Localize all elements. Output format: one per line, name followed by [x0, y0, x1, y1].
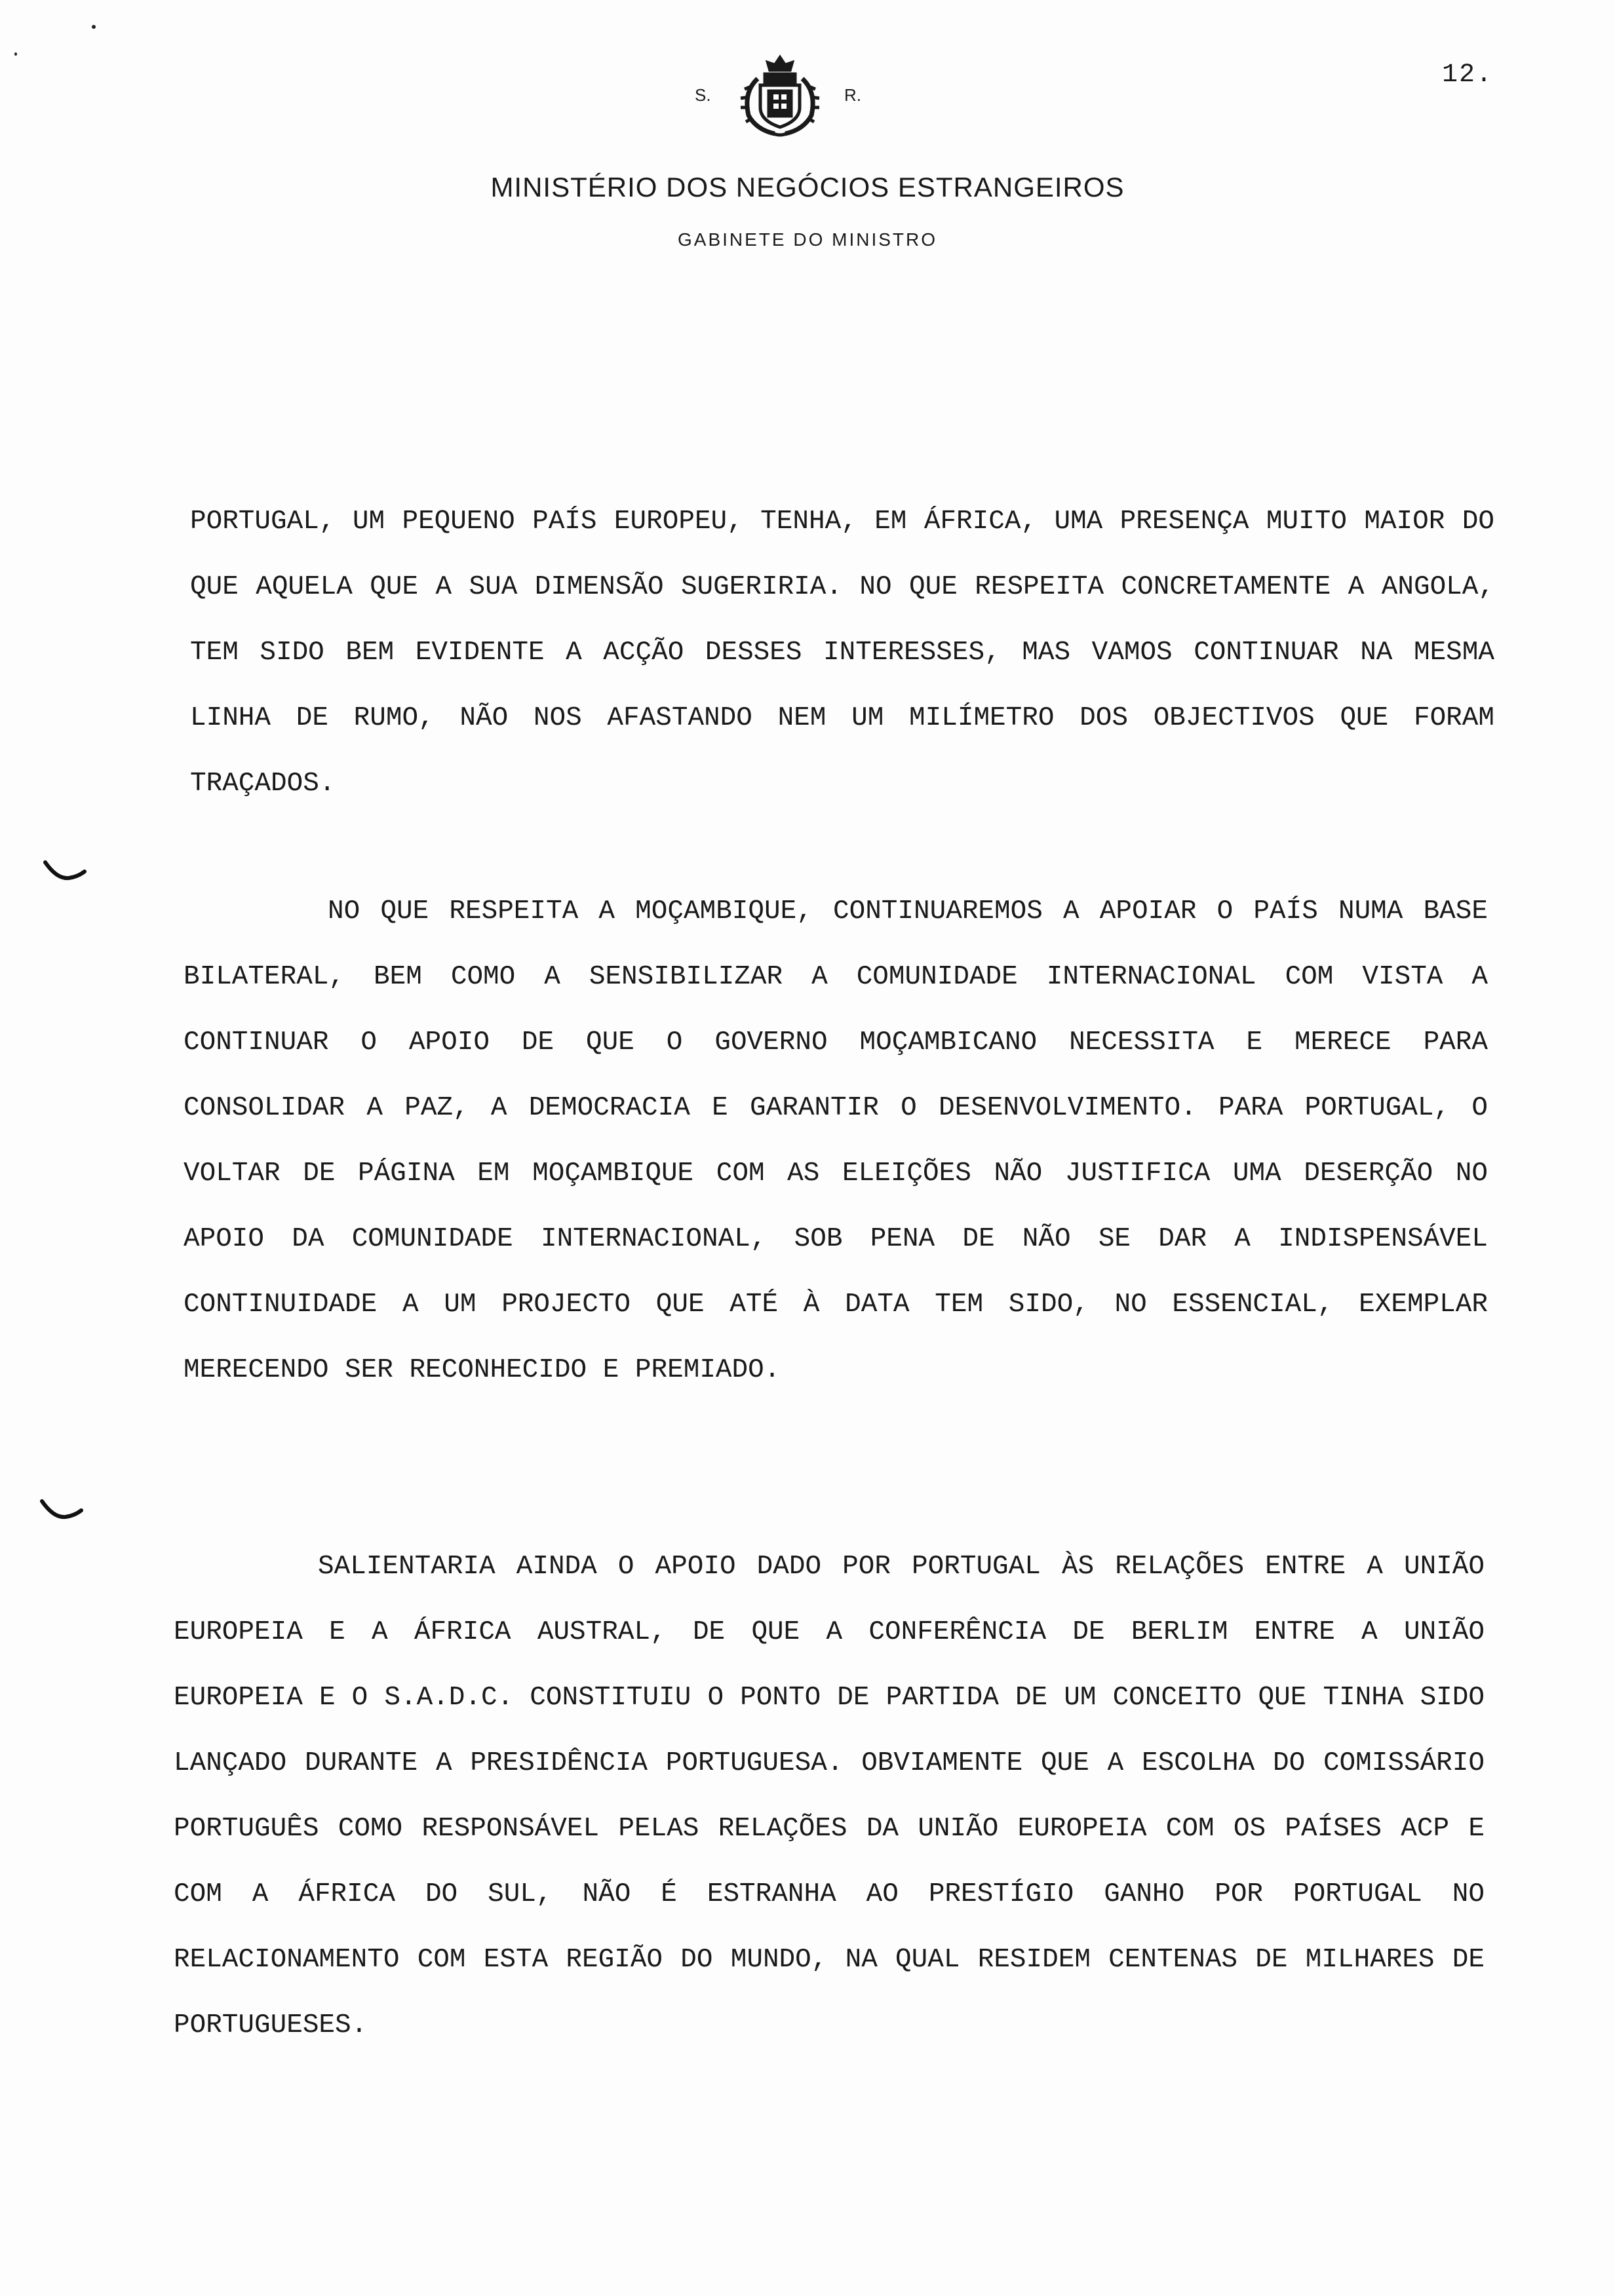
cabinet-subtitle: GABINETE DO MINISTRO [677, 229, 938, 250]
body-paragraph: PORTUGAL, UM PEQUENO PAÍS EUROPEU, TENHA, EM ÁFRICA, UMA PRESENÇA MUITO MAIOR DO QUE AQUELA QUE A SUA DIMENSÃO SUGERIRIA. NO QUE RESPEITA CONCRETAMENTE A ANGOLA, TEM SIDO BEM EVIDENTE A ACÇÃO DESSES INTERESSES, MAS VAMOS CONTINUAR NA MESMA LINHA DE RUMO, NÃO NOS AFASTANDO NEM UM MILÍMETRO DOS OBJECTIVOS QUE FORAM TRAÇADOS. [190, 507, 1494, 799]
body-paragraph: NO QUE RESPEITA A MOÇAMBIQUE, CONTINUAREMOS A APOIAR O PAÍS NUMA BASE BILATERAL, BEM COMO A SENSIBILIZAR A COMUNIDADE INTERNACIONAL COM VISTA A CONTINUAR O APOIO DE QUE O GOVERNO MOÇAMBICANO NECESSITA E MERECE PARA CONSOLIDAR A PAZ, A DEMOCRACIA E GARANTIR O DESENVOLVIMENTO. PARA PORTUGAL, O VOLTAR DE PÁGINA EM MOÇAMBIQUE COM AS ELEIÇÕES NÃO JUSTIFICA UMA DESERÇÃO NO APOIO DA COMUNIDADE INTERNACIONAL, SOB PENA DE NÃO SE DAR A INDISPENSÁVEL CONTINUIDADE A UM PROJECTO QUE ATÉ À DATA TEM SIDO, NO ESSENCIAL, EXEMPLAR MERECENDO SER RECONHECIDO E PREMIADO. [184, 896, 1488, 1385]
coat-of-arms-icon [734, 52, 826, 138]
ministry-title: MINISTÉRIO DOS NEGÓCIOS ESTRANGEIROS [490, 172, 1125, 202]
checkmark-icon [43, 858, 88, 885]
scan-speck [92, 25, 96, 29]
seal-right-letter: R. [844, 85, 861, 105]
page-number: 12. [1442, 60, 1494, 90]
letterhead-seal [688, 52, 885, 138]
body-paragraph: SALIENTARIA AINDA O APOIO DADO POR PORTUGAL ÀS RELAÇÕES ENTRE A UNIÃO EUROPEIA E A ÁFRICA AUSTRAL, DE QUE A CONFERÊNCIA DE BERLIM ENTRE A UNIÃO EUROPEIA E O S.A.D.C. CONSTITUIU O PONTO DE PARTIDA DE UM CONCEITO QUE TINHA SIDO LANÇADO DURANTE A PRESIDÊNCIA PORTUGUESA. OBVIAMENTE QUE A ESCOLHA DO COMISSÁRIO PORTUGUÊS COMO RESPONSÁVEL PELAS RELAÇÕES DA UNIÃO EUROPEIA COM OS PAÍSES ACP E COM A ÁFRICA DO SUL, NÃO É ESTRANHA AO PRESTÍGIO GANHO POR PORTUGAL NO RELACIONAMENTO COM ESTA REGIÃO DO MUNDO, NA QUAL RESIDEM CENTENAS DE MILHARES DE PORTUGUESES. [174, 1552, 1485, 2040]
scan-speck [14, 52, 17, 56]
seal-left-letter: S. [695, 85, 711, 105]
checkmark-icon [39, 1497, 85, 1523]
